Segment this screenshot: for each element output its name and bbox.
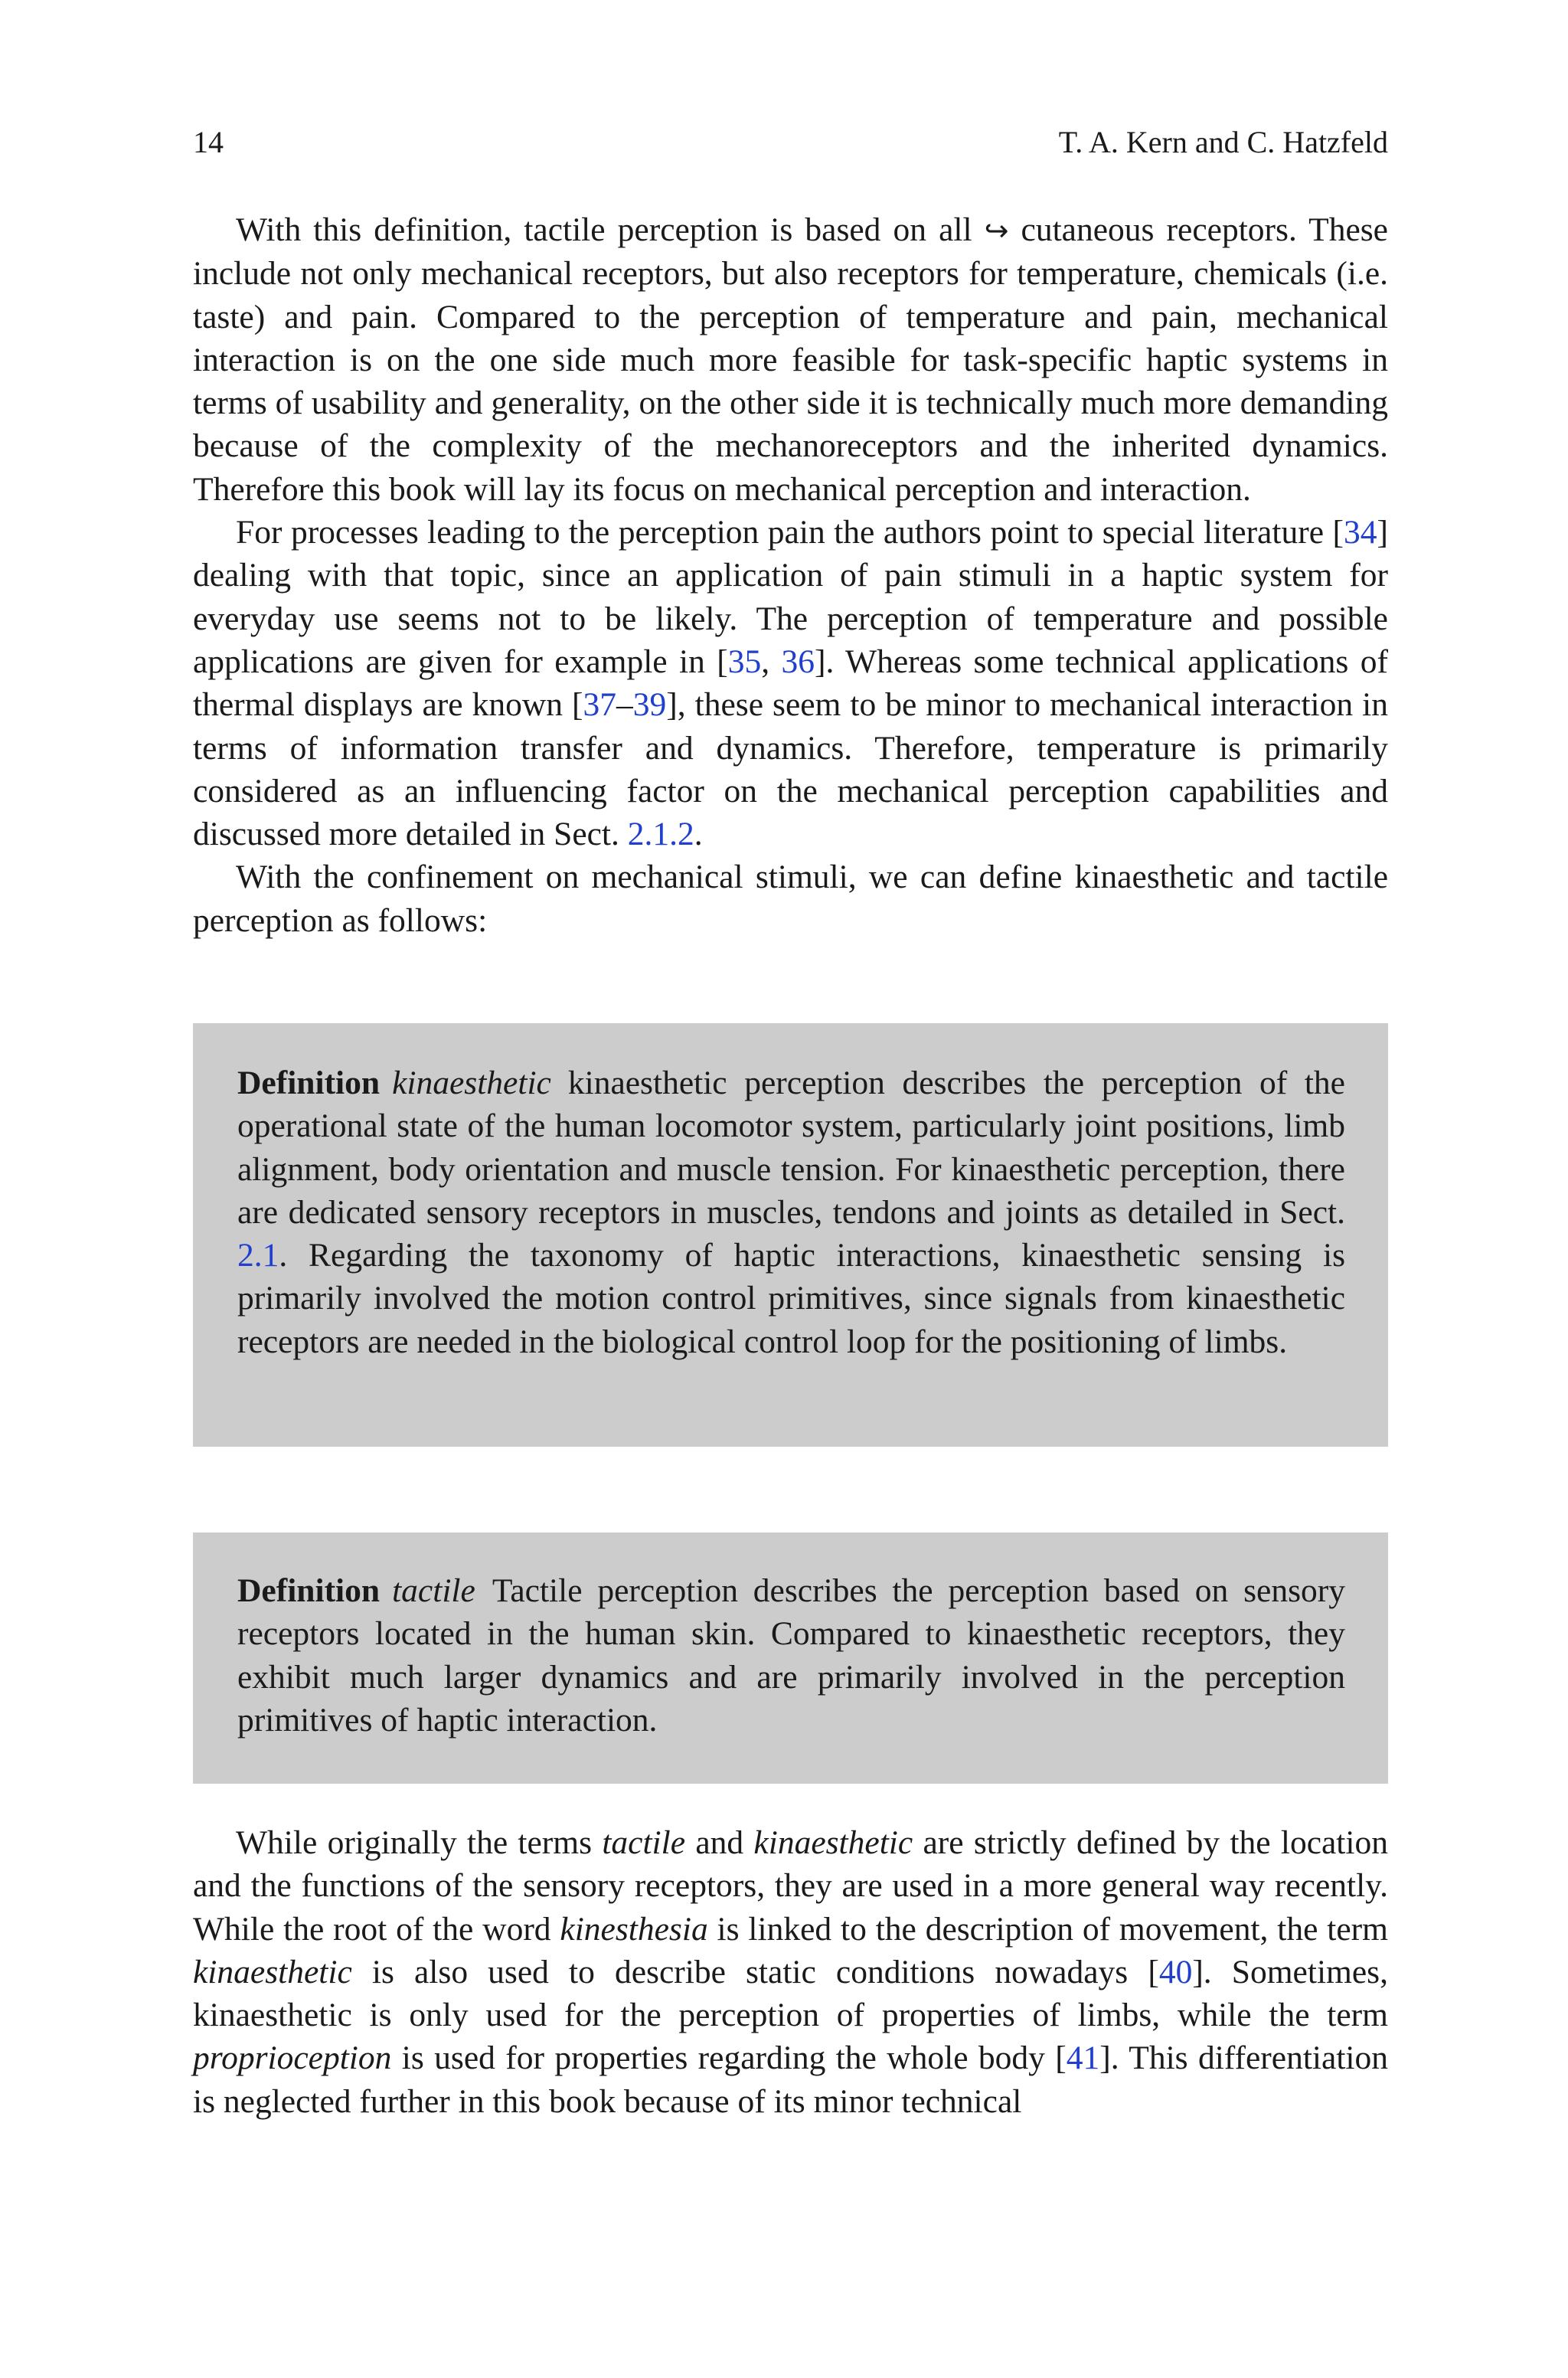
running-head-authors: T. A. Kern and C. Hatzfeld: [1058, 125, 1388, 159]
citation-link[interactable]: 34: [1344, 514, 1377, 551]
section-link[interactable]: 2.1.2: [627, 816, 694, 853]
definition-term: tactile: [392, 1572, 475, 1609]
section-link[interactable]: 2.1: [237, 1237, 279, 1274]
definition-label: Definition: [237, 1572, 381, 1609]
citation-link[interactable]: 36: [781, 643, 815, 680]
definition-term: kinaesthetic: [392, 1065, 551, 1101]
citation-link[interactable]: 39: [632, 686, 667, 724]
definition-box-tactile: Definition tactile Tactile perception describes the perception based on sensory receptors located in the human skin. Compared to kinaesthetic receptors, they exhibit much larger dynamics and are primarily involved in the perception primitives of haptic interaction.: [193, 1532, 1388, 1784]
body-text-top: [193, 208, 1388, 942]
hook-arrow-icon: ↪: [984, 214, 1009, 247]
page-number: 14: [193, 125, 224, 159]
citation-link[interactable]: 40: [1158, 1953, 1193, 1990]
paragraph-1: With this definition, tactile perception is based on all ↪ cutaneous receptors. These include not only mechanical receptors, but also receptors for temperature, chemicals (i.e. taste) and pain. Compared to the perception of temperature and pain, mechanical interaction is on the one side much more feasible for task-specific haptic systems in terms of usability and generality, on the other side it is technically much more demanding because of the complexity of the mechanoreceptors and the inherited dynamics. Therefore this book will lay its focus on mechanical perception and interaction.: [193, 211, 1388, 508]
citation-link[interactable]: 37: [583, 686, 616, 724]
citation-link[interactable]: 41: [1066, 2039, 1100, 2077]
citation-link[interactable]: 35: [727, 643, 762, 680]
paragraph-4: While originally the terms tactile and kinaesthetic are strictly defined by the location and the functions of the sensory receptors, they are used in a more general way recently. While the root of the word kinesthesia is linked to the description of movement, the term kinaesthetic is also used to describe static conditions nowadays [40]. Sometimes, kinaesthetic is only used for the perception of properties of limbs, while the term proprioception is used for properties regarding the whole body [41]. This differentiation is neglected further in this book because of its minor technical: [193, 1824, 1388, 2120]
body-text-bottom: [193, 1821, 1388, 2123]
paragraph-3: With the confinement on mechanical stimuli, we can define kinaesthetic and tactile perception as follows:: [193, 859, 1388, 939]
running-header: [193, 124, 1388, 161]
paragraph-2: For processes leading to the perception pain the authors point to special literature [34] dealing with that topic, since an application of pain stimuli in a haptic system for everyday use seems not to be likely. The perception of temperature and possible applications are given for example in [35, 36]. Whereas some technical applications of thermal displays are known [37–39], these seem to be minor to mechanical interaction in terms of information transfer and dynamics. Therefore, temperature is primarily considered as an influencing factor on the mechanical perception capabilities and discussed more detailed in Sect. 2.1.2.: [193, 514, 1388, 853]
definition-box-kinaesthetic: Definition kinaesthetic kinaesthetic perception describes the perception of the operational state of the human locomotor system, particularly joint positions, limb alignment, body orientation and muscle tension. For kinaesthetic perception, there are dedicated sensory receptors in muscles, tendons and joints as detailed in Sect. 2.1. Regarding the taxonomy of haptic interactions, kinaesthetic sensing is primarily involved the motion control primitives, since signals from kinaesthetic receptors are needed in the biological control loop for the positioning of limbs.: [193, 1023, 1388, 1447]
definition-label: Definition: [237, 1065, 381, 1101]
